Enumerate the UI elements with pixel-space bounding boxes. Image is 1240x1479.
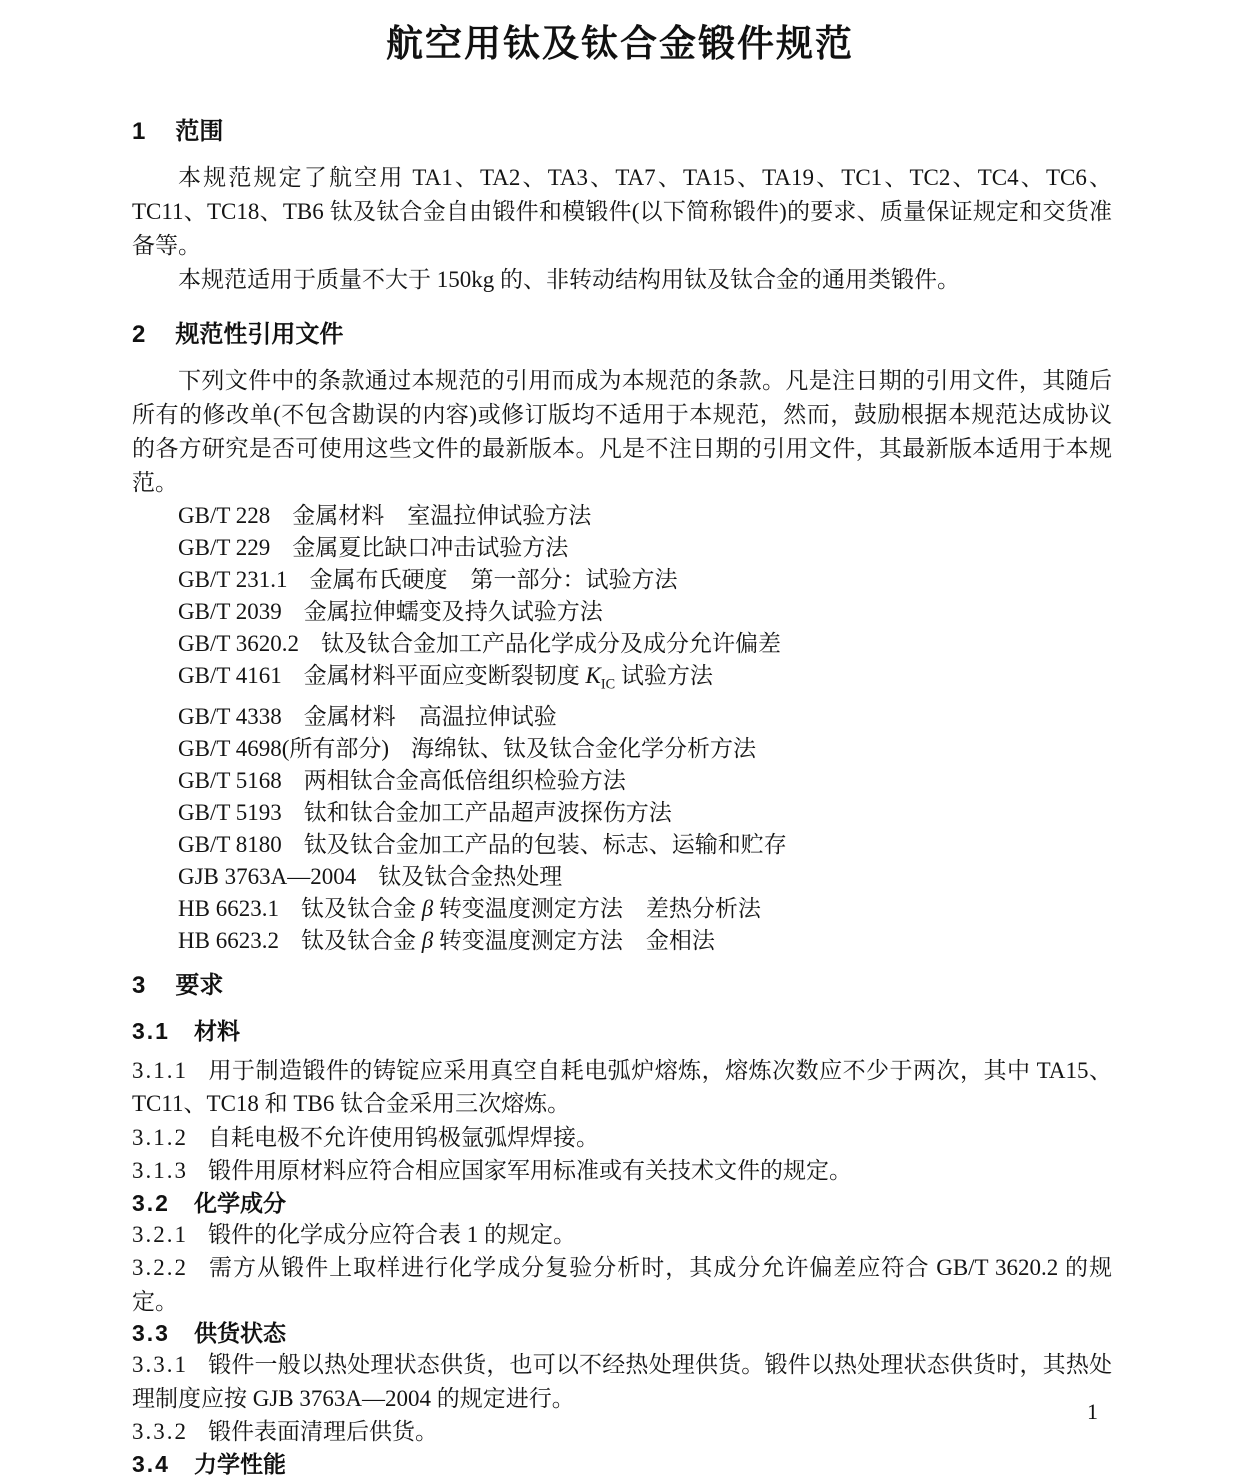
document-content <box>0 116 1240 1479</box>
reference-title-text: 钛及钛合金 <box>300 927 422 953</box>
reference-title: 钛及钛合金加工产品化学成分及成分允许偏差 <box>320 631 781 656</box>
reference-title: 海绵钛、钛及钛合金化学分析方法 <box>411 735 757 761</box>
reference-item <box>178 893 1112 925</box>
clause-text: 需方从锻件上取样进行化学成分复验分析时，其成分允许偏差应符合 GB/T 3620.2 的规定。 <box>132 1255 1112 1314</box>
subsection-title: 力学性能 <box>193 1450 286 1477</box>
reference-title <box>301 896 761 921</box>
reference-item <box>178 500 1112 532</box>
reference-title: 金属布氏硬度 第一部分：试验方法 <box>309 567 678 592</box>
section-2-heading <box>132 319 1112 351</box>
section-title: 规范性引用文件 <box>175 321 344 348</box>
reference-title: 两相钛合金高低倍组织检验方法 <box>303 767 626 793</box>
reference-title-text: 钛及钛合金 <box>300 895 422 921</box>
reference-code: GB/T 5193 <box>178 799 282 825</box>
reference-item <box>178 829 1112 861</box>
reference-code: HB 6623.1 <box>178 895 279 921</box>
references-intro-paragraph: 下列文件中的条款通过本规范的引用而成为本规范的条款。凡是注日期的引用文件，其随后所有的修改单(不包含勘误的内容)或修订版均不适用于本规范，然而，鼓励根据本规范达成协议的各方研究是否可使用这些文件的最新版本。凡是不注日期的引用文件，其最新版本适用于本规范。 <box>132 368 1112 495</box>
subsection-3-2-heading <box>132 1188 1112 1218</box>
reference-title: 金属材料 室温拉伸试验方法 <box>292 503 592 528</box>
document-title: 航空用钛及钛合金锻件规范 <box>386 23 854 64</box>
reference-code: GB/T 8180 <box>178 831 282 857</box>
reference-item <box>178 564 1112 596</box>
reference-title: 钛和钛合金加工产品超声波探伤方法 <box>303 799 672 825</box>
clause-number: 3.3.2 <box>132 1419 188 1445</box>
subsection-title: 供货状态 <box>193 1320 286 1347</box>
reference-code: GB/T 5168 <box>178 767 282 793</box>
clause-number: 3.1.3 <box>132 1158 188 1184</box>
reference-code: GB/T 229 <box>178 535 271 560</box>
scope-paragraph-2: 本规范适用于质量不大于 150kg 的、非转动结构用钛及钛合金的通用类锻件。 <box>178 267 960 292</box>
subsection-title: 材料 <box>193 1017 240 1044</box>
reference-item <box>178 861 1112 893</box>
reference-title <box>303 663 713 693</box>
reference-item <box>178 797 1112 829</box>
reference-title: 金属拉伸蠕变及持久试验方法 <box>303 599 603 624</box>
subsection-3-4-heading <box>132 1449 1112 1479</box>
clause-number: 3.2.2 <box>132 1255 188 1281</box>
clause-text: 锻件的化学成分应符合表 1 的规定。 <box>208 1221 576 1247</box>
reference-code: GB/T 4338 <box>178 703 282 729</box>
reference-title-text: 金属材料平面应变断裂韧度 <box>303 663 586 688</box>
beta-symbol: β <box>421 927 434 953</box>
reference-code: GB/T 4161 <box>178 663 282 688</box>
clause-number: 3.1.2 <box>132 1124 188 1150</box>
reference-item <box>178 925 1112 957</box>
reference-item <box>178 733 1112 765</box>
reference-item <box>178 701 1112 733</box>
kic-subscript: IC <box>600 676 616 693</box>
clause-number: 3.3.1 <box>132 1352 188 1378</box>
reference-code: GJB 3763A—2004 <box>178 863 357 889</box>
subsection-number: 3.4 <box>132 1450 170 1477</box>
section-title: 要求 <box>175 971 224 999</box>
reference-title <box>301 928 715 953</box>
references-list <box>132 500 1112 957</box>
reference-item <box>178 660 1112 701</box>
reference-item <box>178 765 1112 797</box>
reference-code: GB/T 2039 <box>178 599 282 624</box>
subsection-3-3-heading <box>132 1318 1112 1348</box>
reference-title-text: 转变温度测定方法 差热分析法 <box>433 895 761 921</box>
clause-3-2-1 <box>132 1218 1112 1252</box>
section-number: 1 <box>132 118 146 145</box>
reference-title-text: 试验方法 <box>615 663 713 688</box>
beta-symbol: β <box>421 895 434 921</box>
section-number: 2 <box>132 321 146 348</box>
reference-title: 钛及钛合金热处理 <box>378 863 563 889</box>
clause-3-1-2 <box>132 1121 1112 1155</box>
reference-title: 钛及钛合金加工产品的包装、标志、运输和贮存 <box>303 831 787 857</box>
clause-text: 用于制造锻件的铸锭应采用真空自耗电弧炉熔炼，熔炼次数应不少于两次，其中 TA15、TC11、TC18 和 TB6 钛合金采用三次熔炼。 <box>132 1057 1112 1117</box>
reference-title: 金属夏比缺口冲击试验方法 <box>292 535 569 560</box>
reference-item <box>178 532 1112 564</box>
scope-paragraph-1: 本规范规定了航空用 TA1、TA2、TA3、TA7、TA15、TA19、TC1、TC2、TC4、TC6、TC11、TC18、TB6 钛及钛合金自由锻件和模锻件(以下简称锻件)的要求、质量保证规定和交货准备等。 <box>132 165 1112 258</box>
subsection-number: 3.1 <box>132 1017 170 1044</box>
clause-text: 自耗电极不允许使用钨极氩弧焊焊接。 <box>208 1124 599 1150</box>
reference-item <box>178 596 1112 628</box>
clause-number: 3.1.1 <box>132 1057 188 1083</box>
clause-3-1-3 <box>132 1154 1112 1188</box>
reference-code: GB/T 231.1 <box>178 567 288 592</box>
section-1-heading <box>132 116 1112 148</box>
clause-3-3-2 <box>132 1415 1112 1449</box>
reference-code: GB/T 3620.2 <box>178 631 299 656</box>
page-number: 1 <box>1087 1399 1098 1424</box>
section-title: 范围 <box>175 118 224 145</box>
reference-code: HB 6623.2 <box>178 927 279 953</box>
kic-symbol: K <box>585 663 601 688</box>
subsection-title: 化学成分 <box>193 1189 286 1216</box>
reference-code: GB/T 228 <box>178 503 271 528</box>
clause-text: 锻件用原材料应符合相应国家军用标准或有关技术文件的规定。 <box>208 1158 852 1184</box>
subsection-3-1-heading <box>132 1016 1112 1046</box>
reference-item <box>178 628 1112 660</box>
document-page <box>0 20 1240 1477</box>
subsection-number: 3.3 <box>132 1320 170 1347</box>
subsection-number: 3.2 <box>132 1189 170 1216</box>
reference-code: GB/T 4698(所有部分) <box>178 735 390 761</box>
reference-title-text: 转变温度测定方法 金相法 <box>433 927 715 953</box>
clause-3-3-1 <box>132 1348 1112 1415</box>
reference-title: 金属材料 高温拉伸试验 <box>303 703 557 729</box>
section-number: 3 <box>132 971 146 999</box>
clause-text: 锻件表面清理后供货。 <box>208 1419 438 1445</box>
clause-3-1-1 <box>132 1054 1112 1121</box>
clause-text: 锻件一般以热处理状态供货，也可以不经热处理供货。锻件以热处理状态供货时，其热处理制度应按 GJB 3763A—2004 的规定进行。 <box>132 1352 1112 1411</box>
section-3-heading <box>132 970 1112 1002</box>
clause-3-2-2 <box>132 1251 1112 1318</box>
clause-number: 3.2.1 <box>132 1221 188 1247</box>
